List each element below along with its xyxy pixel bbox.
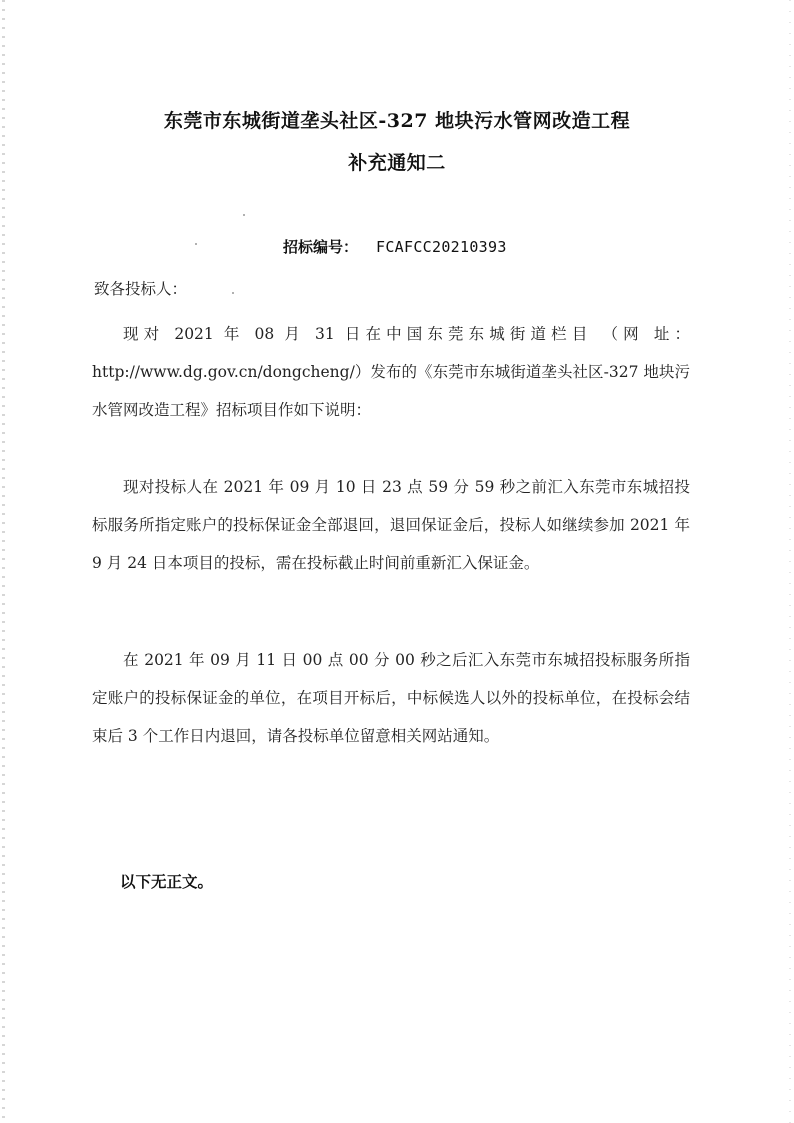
document-subtitle: 补充通知二 [348, 152, 446, 174]
document-title: 东莞市东城街道垄头社区-327 地块污水管网改造工程 [163, 110, 631, 132]
salutation: 致各投标人： [94, 280, 188, 298]
scan-speck [195, 243, 197, 245]
scan-speck [232, 292, 234, 294]
closing-note: 以下无正文。 [120, 872, 214, 891]
paragraph-refund: 现对投标人在 2021 年 09 月 10 日 23 点 59 分 59 秒之前汇入东莞市东城招投标服务所指定账户的投标保证金全部退回，退回保证金后，投标人如继续参加 2021 年 9 月 24 日本项目的投标，需在投标截止时间前重新汇入保证金。 [92, 478, 690, 572]
bid-number-value: FCAFCC20210393 [376, 238, 507, 256]
bid-number [283, 236, 507, 257]
bid-number-label: 招标编号： [283, 238, 359, 256]
paragraph-announcement: 现对 2021 年 08 月 31 日在中国东莞东城街道栏目 （网 址：http://www.dg.gov.cn/dongcheng/）发布的《东莞市东城街道垄头社区-327 地块污水管网改造工程》招标项目作如下说明： [92, 325, 690, 419]
paragraph-later-deposits: 在 2021 年 09 月 11 日 00 点 00 分 00 秒之后汇入东莞市东城招投标服务所指定账户的投标保证金的单位，在项目开标后，中标候选人以外的投标单位，在投标会结束后 3 个工作日内退回，请各投标单位留意相关网站通知。 [92, 651, 690, 745]
scan-speck [243, 214, 245, 216]
